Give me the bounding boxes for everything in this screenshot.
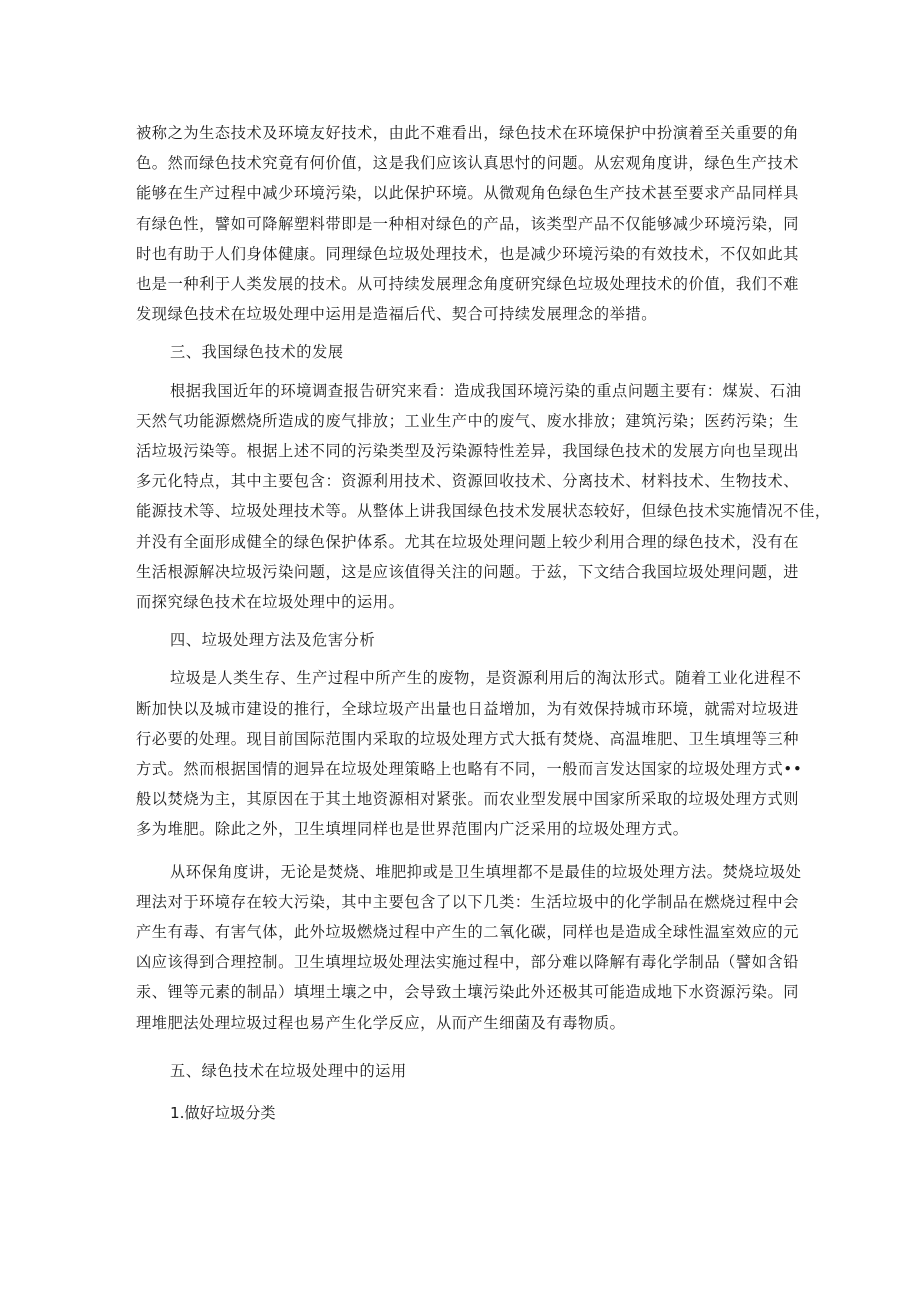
text-line: 垃圾是人类生存、生产过程中所产生的废物，是资源利用后的淘汰形式。随着工业化进程不 [170, 669, 802, 688]
text-line: 从环保角度讲，无论是焚烧、堆肥抑或是卫生填埋都不是最佳的垃圾处理方法。焚烧垃圾处 [170, 862, 802, 881]
text-line: 多为堆肥。除此之外，卫生填埋同样也是世界范围内广泛采用的垃圾处理方式。 [136, 820, 689, 839]
text-line: 并没有全面形成健全的绿色保护体系。尤其在垃圾处理问题上较少利用合理的绿色技术，没有在 [136, 532, 800, 551]
text-line: 发现绿色技术在垃圾处理中运用是造福后代、契合可持续发展理念的举措。 [136, 305, 657, 324]
text-line: 理法对于环境存在较大污染，其中主要包含了以下几类：生活垃圾中的化学制品在燃烧过程中会 [136, 892, 800, 911]
text-line: 被称之为生态技术及环境友好技术，由此不难看出，绿色技术在环境保护中扮演着至关重要的角 [136, 124, 800, 142]
section-heading-3: 三、我国绿色技术的发展 [170, 343, 344, 362]
text-line: 凶应该得到合理控制。卫生填埋垃圾处理法实施过程中，部分难以降解有毒化学制品（譬如含铅 [136, 953, 800, 972]
text-line: 天然气功能源燃烧所造成的废气排放；工业生产中的废气、废水排放；建筑污染；医药污染；生 [136, 411, 800, 430]
text-line: 行必要的处理。现目前国际范围内采取的垃圾处理方式大抵有焚烧、高温堆肥、卫生填埋等三种 [136, 729, 800, 748]
subsection-heading-5-1: 1.做好垃圾分类 [170, 1104, 276, 1123]
text-line: 有绿色性，譬如可降解塑料带即是一种相对绿色的产品，该类型产品不仅能够减少环境污染，同 [136, 214, 800, 233]
paragraph-waste-methods [136, 663, 803, 844]
paragraph-green-tech-value [136, 118, 800, 329]
section-heading-4: 四、垃圾处理方法及危害分析 [170, 631, 376, 650]
section-heading-5: 五、绿色技术在垃圾处理中的运用 [170, 1061, 407, 1080]
text-line: 也是一种利于人类发展的技术。从可持续发展理念角度研究绿色垃圾处理技术的价值，我们不难 [136, 275, 800, 294]
text-line: 根据我国近年的环境调查报告研究来看：造成我国环境污染的重点问题主要有：煤炭、石油 [170, 381, 802, 400]
text-line: 汞、锂等元素的制品）填埋土壤之中，会导致土壤污染此外还极其可能造成地下水资源污染。同 [136, 983, 800, 1002]
text-line: 色。然而绿色技术究竟有何价值，这是我们应该认真思忖的问题。从宏观角度讲，绿色生产技术 [136, 154, 800, 173]
text-line: 而探究绿色技术在垃圾处理中的运用。 [136, 593, 405, 612]
text-line: 多元化特点，其中主要包含：资源利用技术、资源回收技术、分离技术、材料技术、生物技术、 [136, 472, 800, 491]
text-line: 般以焚烧为主，其原因在于其土地资源相对紧张。而农业型发展中国家所采取的垃圾处理方式则 [136, 790, 800, 809]
text-line: 能源技术等、垃圾处理技术等。从整体上讲我国绿色技术发展状态较好，但绿色技术实施情况不佳， [136, 502, 831, 521]
document-page [136, 118, 831, 1128]
text-line: 断加快以及城市建设的推行，全球垃圾产出量也日益增加，为有效保持城市环境，就需对垃圾进 [136, 699, 800, 718]
text-line: 生活根源解决垃圾污染问题，这是应该值得关注的问题。于兹，下文结合我国垃圾处理问题，进 [136, 562, 800, 581]
text-line: 活垃圾污染等。根据上述不同的污染类型及污染源特性差异，我国绿色技术的发展方向也呈现出 [136, 442, 800, 461]
text-line: 时也有助于人们身体健康。同理绿色垃圾处理技术，也是减少环境污染的有效技术，不仅如此其 [136, 244, 800, 263]
text-line: 能够在生产过程中减少环境污染，以此保护环境。从微观角色绿色生产技术甚至要求产品同样具 [136, 184, 800, 203]
text-line: 理堆肥法处理垃圾过程也易产生化学反应，从而产生细菌及有毒物质。 [136, 1013, 626, 1032]
text-line: 方式。然而根据国情的迥异在垃圾处理策略上也略有不同，一般而言发达国家的垃圾处理方式•• [136, 760, 803, 779]
paragraph-development [136, 376, 831, 618]
text-line: 产生有毒、有害气体，此外垃圾燃烧过程中产生的二氧化碳，同样也是造成全球性温室效应的元 [136, 923, 800, 942]
paragraph-hazard-analysis [136, 857, 802, 1038]
